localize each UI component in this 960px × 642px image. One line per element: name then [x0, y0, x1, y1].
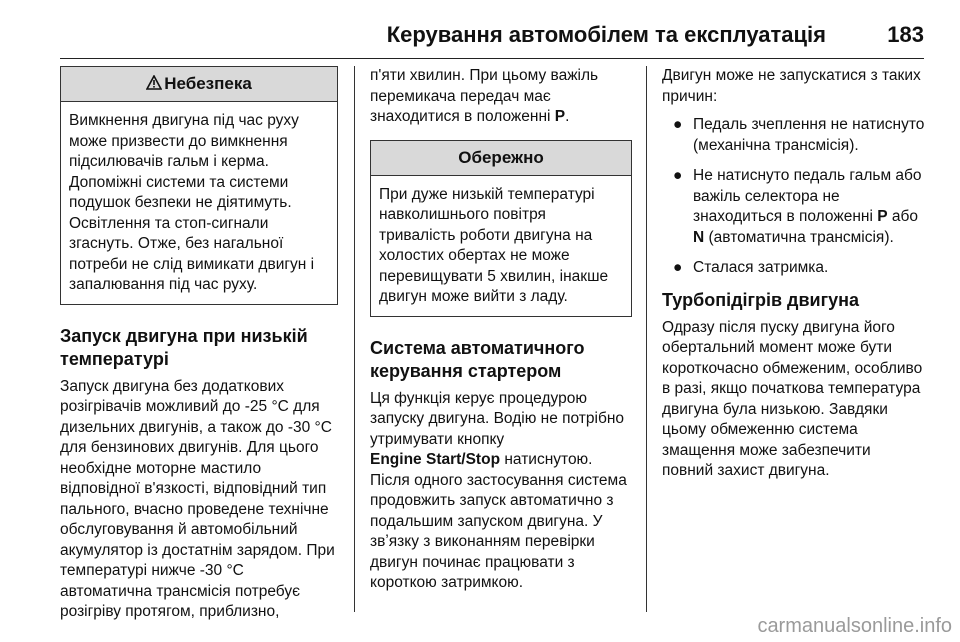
- warning-header: [61, 67, 337, 102]
- caution-header: Обережно: [371, 141, 631, 176]
- list-item: ● Сталася затримка.: [662, 258, 926, 279]
- reasons-list: [662, 115, 926, 279]
- page-header: [60, 0, 924, 59]
- watermark: carmanualsonline.info: [757, 615, 952, 637]
- page-title: Керування автомобілем та експлуатація: [386, 22, 826, 47]
- paragraph-continuation: п'яти хвилин. При цьому важіль перемикача передач має знаходитися в положенні P.: [370, 67, 599, 125]
- paragraph-reasons-intro: Двигун може не запускатися з таких причин:: [662, 67, 921, 105]
- section-heading-turbo: Турбопідігрів двигуна: [662, 289, 859, 310]
- section-heading-starter: Система автоматичного керування стартером: [370, 337, 585, 381]
- list-item: ● Педаль зчеплення не натиснуто (механічна трансмісія).: [673, 116, 925, 154]
- left-column: [60, 66, 338, 633]
- warning-box: [60, 66, 338, 305]
- paragraph-cold-start: Запуск двигуна без додаткових розігрівачів можливий до -25 °C для дизельних двигунів, а також до -30 °C для бензинових двигунів. Для цього необхідне моторне мастило відповідної в'язкості, відповідний тип пального, вчасно проведене технічне обслуговування й автомобільний акумулятор із достатнім зарядом. При температурі нижче -30 °C автоматична трансмісія потребує розігріву протягом, приблизно,: [60, 377, 335, 620]
- warning-triangle-icon: [146, 67, 162, 101]
- bullet-icon: ●: [673, 167, 683, 184]
- bullet-icon: ●: [673, 259, 683, 276]
- caution-box: [370, 140, 632, 317]
- right-column: [662, 66, 926, 492]
- page-number: 183: [887, 22, 924, 47]
- list-item: ● Не натиснуто педаль гальм або важіль селектора не знаходиться в положенні P або N (автоматична трансмісія).: [673, 167, 922, 246]
- engine-start-stop-label: Engine Start/Stop: [370, 451, 501, 468]
- column-divider-right: [646, 66, 647, 612]
- column-divider-left: [354, 66, 355, 612]
- section-heading-cold-start: Запуск двигуна при низькій температурі: [60, 325, 308, 369]
- paragraph-turbo: Одразу після пуску двигуна його обертальний момент може бути короткочасно обмеженим, особливо в разі, якщо початкова температура двигуна була низькою. Завдяки цьому обмеженню система змащення може забезпечити повний захист двигуна.: [662, 318, 923, 479]
- caution-text: При дуже низькій температурі навколишнього повітря тривалість роботи двигуна на холостих обертах не може перевищувати 5 хвилин, інакше двигун може вийти з ладу.: [379, 185, 609, 305]
- bullet-icon: ●: [673, 116, 683, 133]
- gear-position-p: P: [554, 108, 566, 125]
- warning-text: Вимкнення двигуна під час руху може призвести до вимкнення підсилювачів гальм і керма. Допоміжні системи та системи подушок безпеки не діятимуть. Освітлення та стоп-сигнали згаснуть. Отже, без нагальної потреби не слід вимикати двигун і запалювання під час руху.: [69, 112, 315, 293]
- middle-column: [370, 66, 632, 604]
- warning-title: Небезпека: [164, 74, 252, 93]
- paragraph-starter: Ця функція керує процедурою запуску двигуна. Водію не потрібно утримувати кнопку Engine Start/Stop натиснутою. Після одного застосування система продовжить запуск автоматично з подальшим запуском двигуна. У звʼязку з виконанням перевірки двигун починає працювати з короткою затримкою.: [370, 389, 627, 591]
